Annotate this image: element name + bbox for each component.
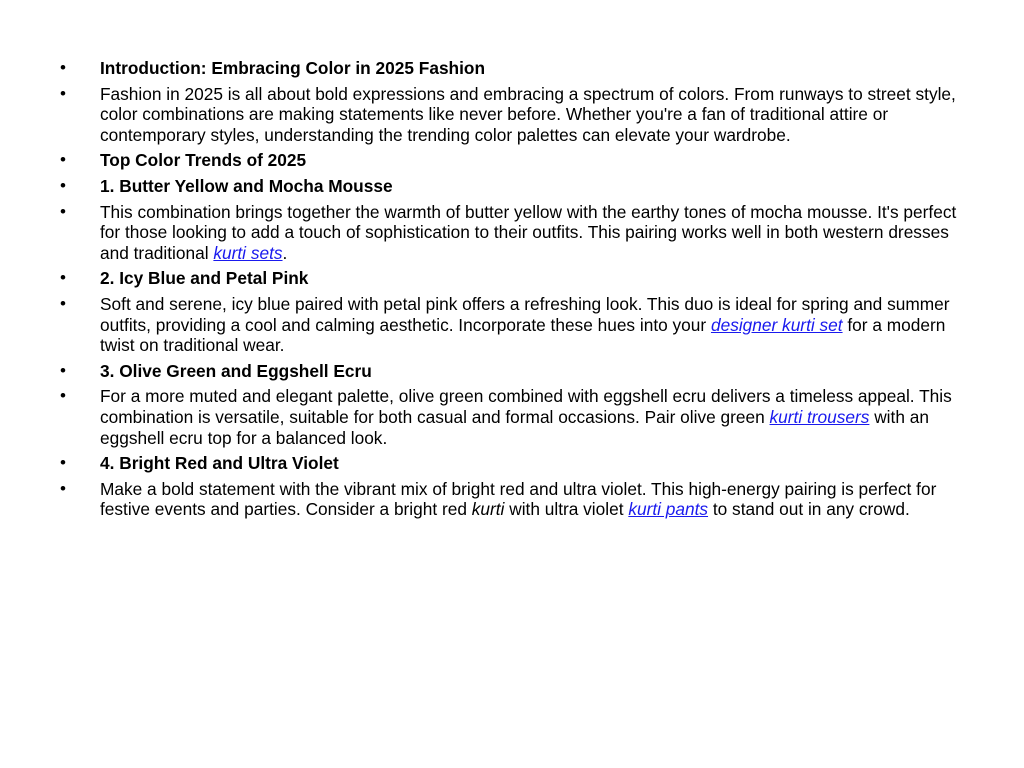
paragraph-text	[100, 294, 949, 355]
bullet-icon: •	[60, 293, 66, 313]
text-segment: Soft and serene, icy blue paired with petal pink offers a refreshing look. This duo is ideal for spring and summer outfits, providing a cool and calming aesthetic. Incorporate these hues into your	[100, 293, 950, 335]
section-heading	[60, 268, 960, 289]
paragraph	[60, 202, 960, 264]
paragraph	[60, 294, 960, 356]
text-segment: to stand out in any crowd.	[708, 499, 910, 520]
inline-link[interactable]: kurti sets	[213, 242, 283, 263]
section-heading	[60, 176, 960, 197]
heading-text: 1. Butter Yellow and Mocha Mousse	[100, 175, 393, 196]
inline-link[interactable]: kurti trousers	[769, 406, 870, 427]
paragraph-text	[100, 479, 936, 520]
bullet-icon: •	[60, 83, 66, 103]
text-segment: with an eggshell ecru top for a balanced look.	[100, 406, 929, 448]
section-heading	[60, 150, 960, 171]
paragraph-text	[100, 84, 956, 145]
paragraph-text	[100, 202, 956, 263]
bullet-icon: •	[60, 150, 66, 170]
emphasis-text: kurti	[471, 499, 505, 520]
paragraph	[60, 386, 960, 448]
section-heading	[60, 361, 960, 382]
text-segment: For a more muted and elegant palette, olive green combined with eggshell ecru delivers a timeless appeal. This combination is versatile, suitable for both casual and formal occasions. Pair olive green	[100, 386, 952, 427]
bullet-icon: •	[60, 58, 66, 77]
text-segment: Make a bold statement with the vibrant mix of bright red and ultra violet. This high-energy pairing is perfect for festive events and parties. Consider a bright red	[100, 478, 937, 520]
heading-text: 4. Bright Red and Ultra Violet	[100, 453, 339, 474]
bullet-list	[60, 58, 964, 520]
bullet-icon: •	[60, 386, 66, 406]
heading-text: 3. Olive Green and Eggshell Ecru	[100, 360, 372, 381]
heading-text: 2. Icy Blue and Petal Pink	[100, 268, 309, 289]
bullet-icon: •	[60, 175, 66, 195]
paragraph	[60, 84, 960, 146]
inline-link[interactable]: kurti pants	[628, 499, 709, 520]
text-segment: This combination brings together the warmth of butter yellow with the earthy tones of mocha mousse. It's perfect for those looking to add a touch of sophistication to their outfits. This pairing works well in both western dresses and traditional	[100, 201, 957, 263]
bullet-icon: •	[60, 478, 66, 498]
paragraph-text	[100, 386, 952, 447]
heading-text: Top Color Trends of 2025	[100, 150, 307, 171]
inline-link[interactable]: designer kurti set	[710, 314, 843, 335]
paragraph	[60, 479, 960, 520]
heading-text: Introduction: Embracing Color in 2025 Fashion	[100, 58, 486, 78]
bullet-icon: •	[60, 453, 66, 473]
text-segment: Fashion in 2025 is all about bold expressions and embracing a spectrum of colors. From runways to street style, color combinations are making statements like never before. Whether you're a fan of traditional attire or contemporary styles, understanding the trending color palettes can elevate your wardrobe.	[100, 83, 956, 145]
text-segment: with ultra violet	[504, 499, 629, 520]
bullet-icon: •	[60, 201, 66, 221]
bullet-icon: •	[60, 360, 66, 380]
section-heading	[60, 58, 960, 79]
bullet-icon: •	[60, 268, 66, 288]
text-segment: for a modern twist on traditional wear.	[100, 314, 946, 356]
section-heading	[60, 453, 960, 474]
text-segment: .	[282, 242, 288, 263]
